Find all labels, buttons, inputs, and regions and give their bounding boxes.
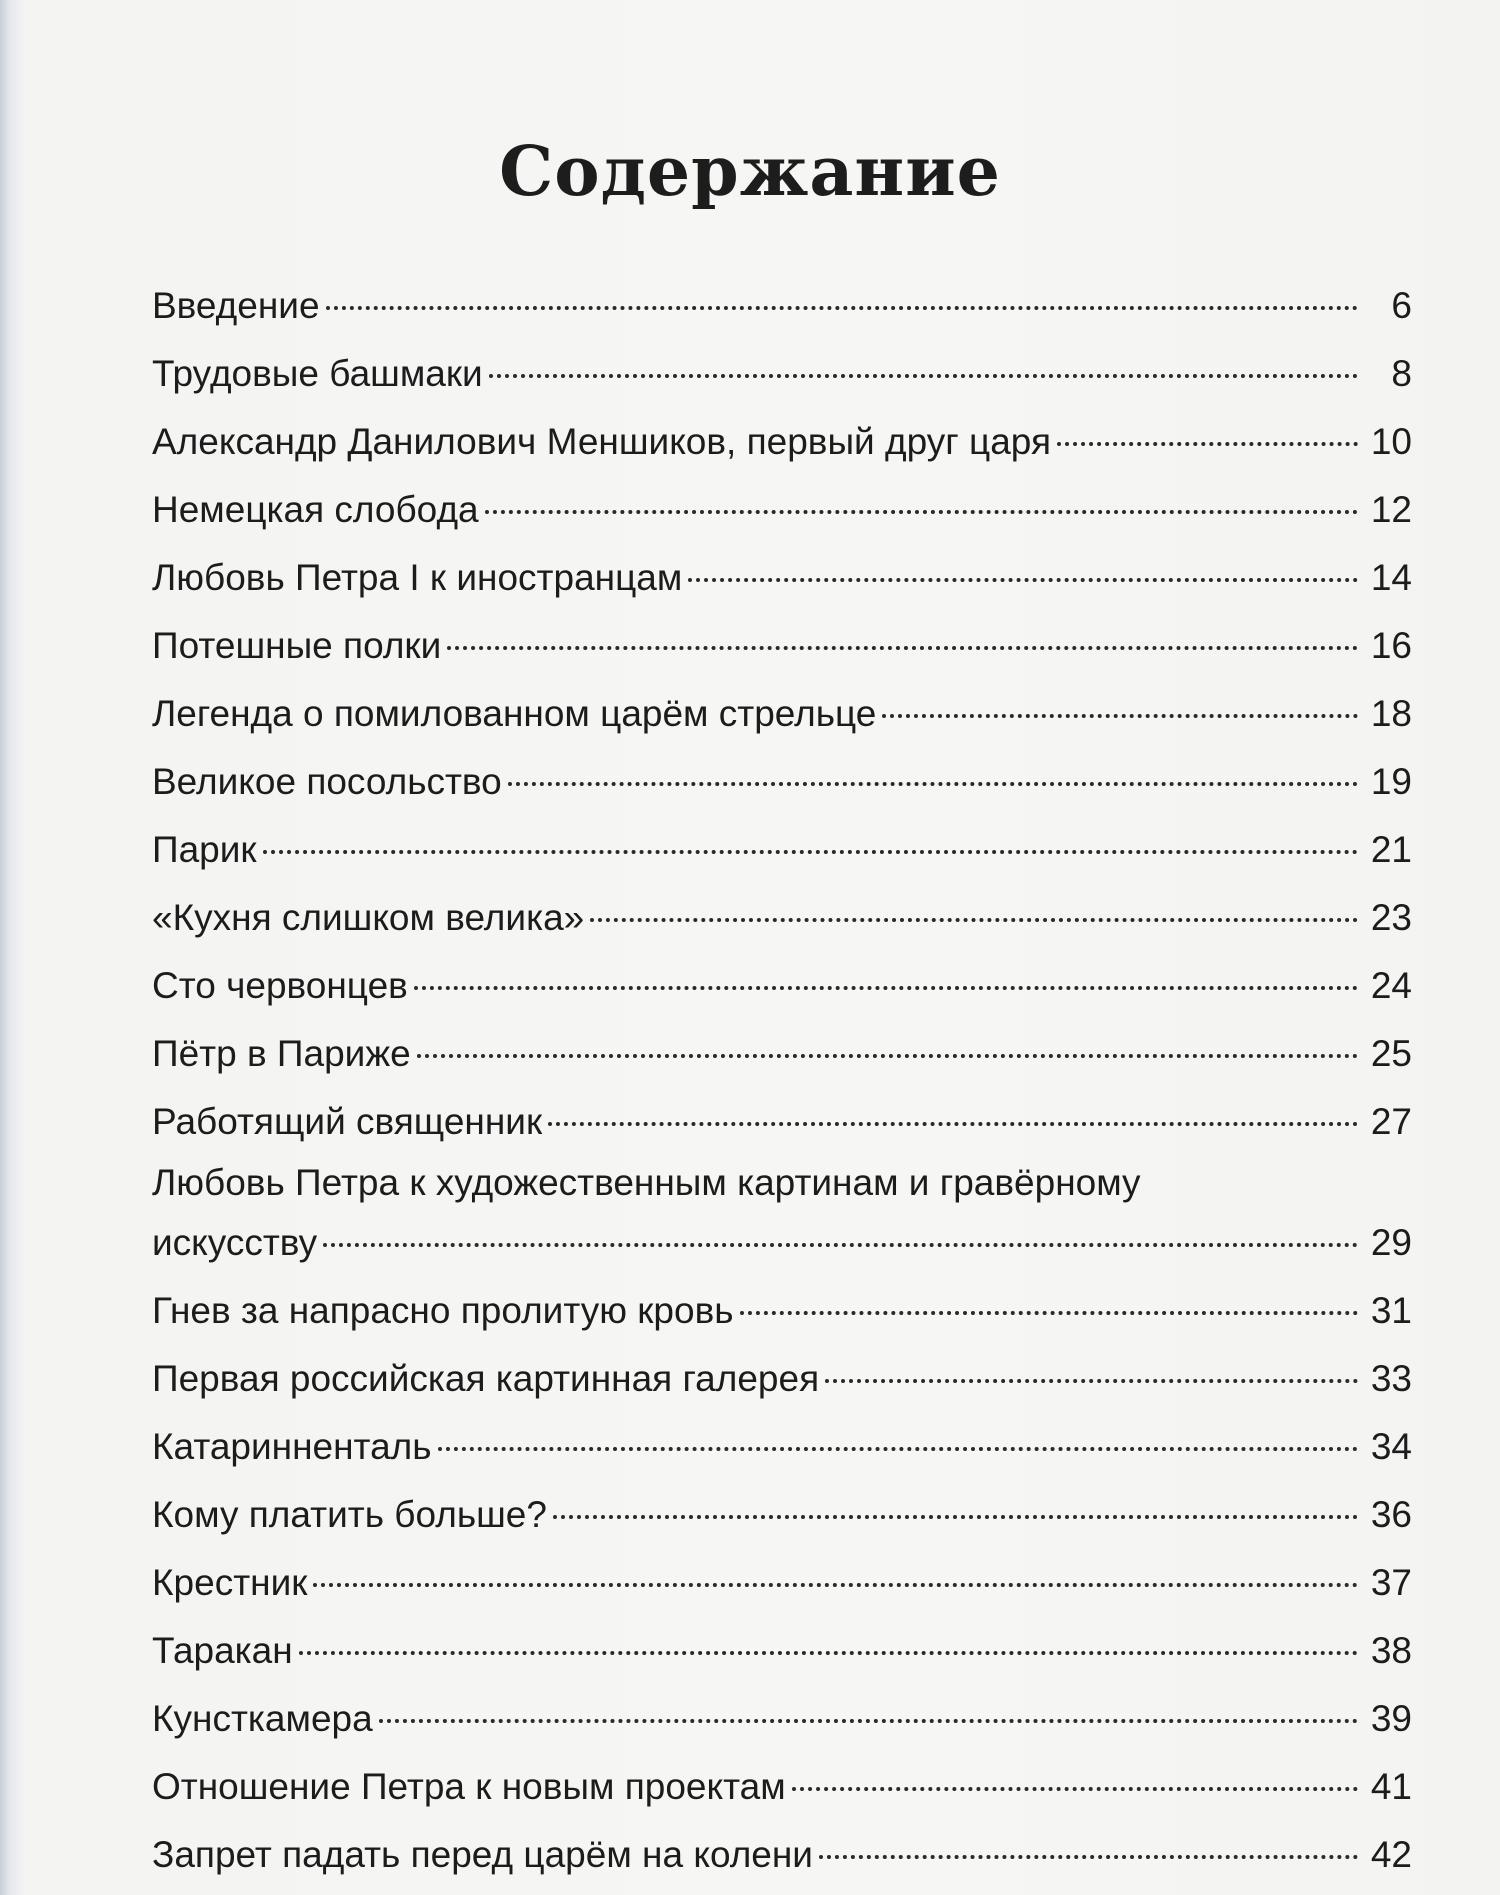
toc-entry-page: 38 [1370, 1630, 1412, 1671]
dot-leader [825, 1379, 1358, 1383]
toc-entry-page: 34 [1370, 1426, 1412, 1467]
toc-entry-title: Трудовые башмаки [152, 353, 483, 394]
toc-entry-title: Введение [152, 285, 320, 326]
dot-leader [299, 1651, 1358, 1655]
toc-entry-title: Гнев за напрасно пролитую кровь [152, 1290, 734, 1331]
toc-entry-title: Крестник [152, 1562, 308, 1603]
toc-entry [152, 1345, 1412, 1413]
toc-entry [152, 408, 1412, 476]
toc-entry [152, 748, 1412, 816]
toc-entry [152, 476, 1412, 544]
dot-leader [379, 1719, 1358, 1723]
dot-leader [819, 1855, 1358, 1859]
toc-entry-title: Любовь Петра I к иностранцам [152, 557, 683, 598]
toc-entry-title: Немецкая слобода [152, 489, 479, 530]
toc-entry [152, 952, 1412, 1020]
toc-entry-page: 27 [1370, 1101, 1412, 1142]
toc-entry [152, 1156, 1412, 1277]
dot-leader [447, 646, 1358, 650]
page-title: Содержание [499, 132, 1001, 212]
toc-entry [152, 612, 1412, 680]
toc-entry [152, 1617, 1412, 1685]
toc-entry-page: 41 [1370, 1766, 1412, 1807]
dot-leader [438, 1447, 1358, 1451]
toc-entry-page: 37 [1370, 1562, 1412, 1603]
dot-leader [553, 1515, 1358, 1519]
toc-entry-page: 33 [1370, 1358, 1412, 1399]
toc-entry [152, 1413, 1412, 1481]
toc-entry [152, 680, 1412, 748]
toc-entry-title: Парик [152, 829, 257, 870]
toc-entry-title: Кому платить больше? [152, 1494, 547, 1535]
toc-entry [152, 1481, 1412, 1549]
toc-entry-title: Первая российская картинная галерея [152, 1358, 820, 1399]
toc-entry-page: 14 [1370, 557, 1412, 598]
toc-entry-page: 36 [1370, 1494, 1412, 1535]
toc-entry [152, 1277, 1412, 1345]
toc-entry [152, 1753, 1412, 1821]
toc-entry-title: Таракан [152, 1630, 293, 1671]
toc-entry-page: 29 [1370, 1222, 1412, 1263]
toc-entry-title: Великое посольство [152, 761, 502, 802]
dot-leader [414, 986, 1358, 990]
toc-entry-title: Отношение Петра к новым проектам [152, 1766, 786, 1807]
toc-entry-page: 31 [1370, 1290, 1412, 1331]
toc-entry-title: Потешные полки [152, 625, 442, 666]
toc-entry-page: 16 [1370, 625, 1412, 666]
toc-entry [152, 1088, 1412, 1156]
toc-entry [152, 1549, 1412, 1617]
toc-entry-page: 10 [1370, 421, 1412, 462]
toc-entry-title: Пётр в Париже [152, 1033, 411, 1074]
toc-entry-page: 42 [1370, 1834, 1412, 1875]
toc-entry [152, 1020, 1412, 1088]
dot-leader [740, 1311, 1358, 1315]
dot-leader [548, 1122, 1358, 1126]
toc-entry-page: 21 [1370, 829, 1412, 870]
toc-entry [152, 884, 1412, 952]
toc-entry-page: 12 [1370, 489, 1412, 530]
dot-leader [688, 578, 1358, 582]
toc-entry-title-continued: искусству [152, 1222, 318, 1263]
dot-leader [323, 1243, 1358, 1247]
toc-entry-page: 39 [1370, 1698, 1412, 1739]
toc-entry-title: Любовь Петра к художественным картинам и гравёрному [152, 1162, 1141, 1203]
toc-entry-page: 24 [1370, 965, 1412, 1006]
toc-entry [152, 1685, 1412, 1753]
toc-entry [152, 816, 1412, 884]
toc-entry-title: Кунсткамера [152, 1698, 373, 1739]
dot-leader [882, 714, 1358, 718]
table-of-contents [152, 272, 1412, 1889]
dot-leader [263, 850, 1358, 854]
toc-entry-page: 23 [1370, 897, 1412, 938]
dot-leader [313, 1583, 1358, 1587]
dot-leader [417, 1054, 1358, 1058]
dot-leader [485, 510, 1358, 514]
toc-entry [152, 272, 1412, 340]
toc-entry-title: Александр Данилович Меншиков, первый друг царя [152, 421, 1051, 462]
toc-entry-page: 8 [1391, 353, 1412, 394]
toc-entry-page: 18 [1370, 693, 1412, 734]
toc-entry-title: Работящий священник [152, 1101, 543, 1142]
toc-entry-page: 19 [1370, 761, 1412, 802]
toc-entry-title: Катаринненталь [152, 1426, 432, 1467]
toc-entry-title: Запрет падать перед царём на колени [152, 1834, 813, 1875]
dot-leader [590, 918, 1358, 922]
toc-entry-title: Легенда о помилованном царём стрельце [152, 693, 877, 734]
toc-entry [152, 1821, 1412, 1889]
toc-entry-title: Сто червонцев [152, 965, 408, 1006]
dot-leader [326, 306, 1358, 310]
toc-entry [152, 340, 1412, 408]
toc-entry-title: «Кухня слишком велика» [152, 897, 585, 938]
toc-entry-page: 25 [1370, 1033, 1412, 1074]
toc-entry-page: 6 [1391, 285, 1412, 326]
dot-leader [508, 782, 1358, 786]
dot-leader [489, 374, 1358, 378]
toc-entry [152, 544, 1412, 612]
dot-leader [792, 1787, 1358, 1791]
dot-leader [1057, 442, 1358, 446]
